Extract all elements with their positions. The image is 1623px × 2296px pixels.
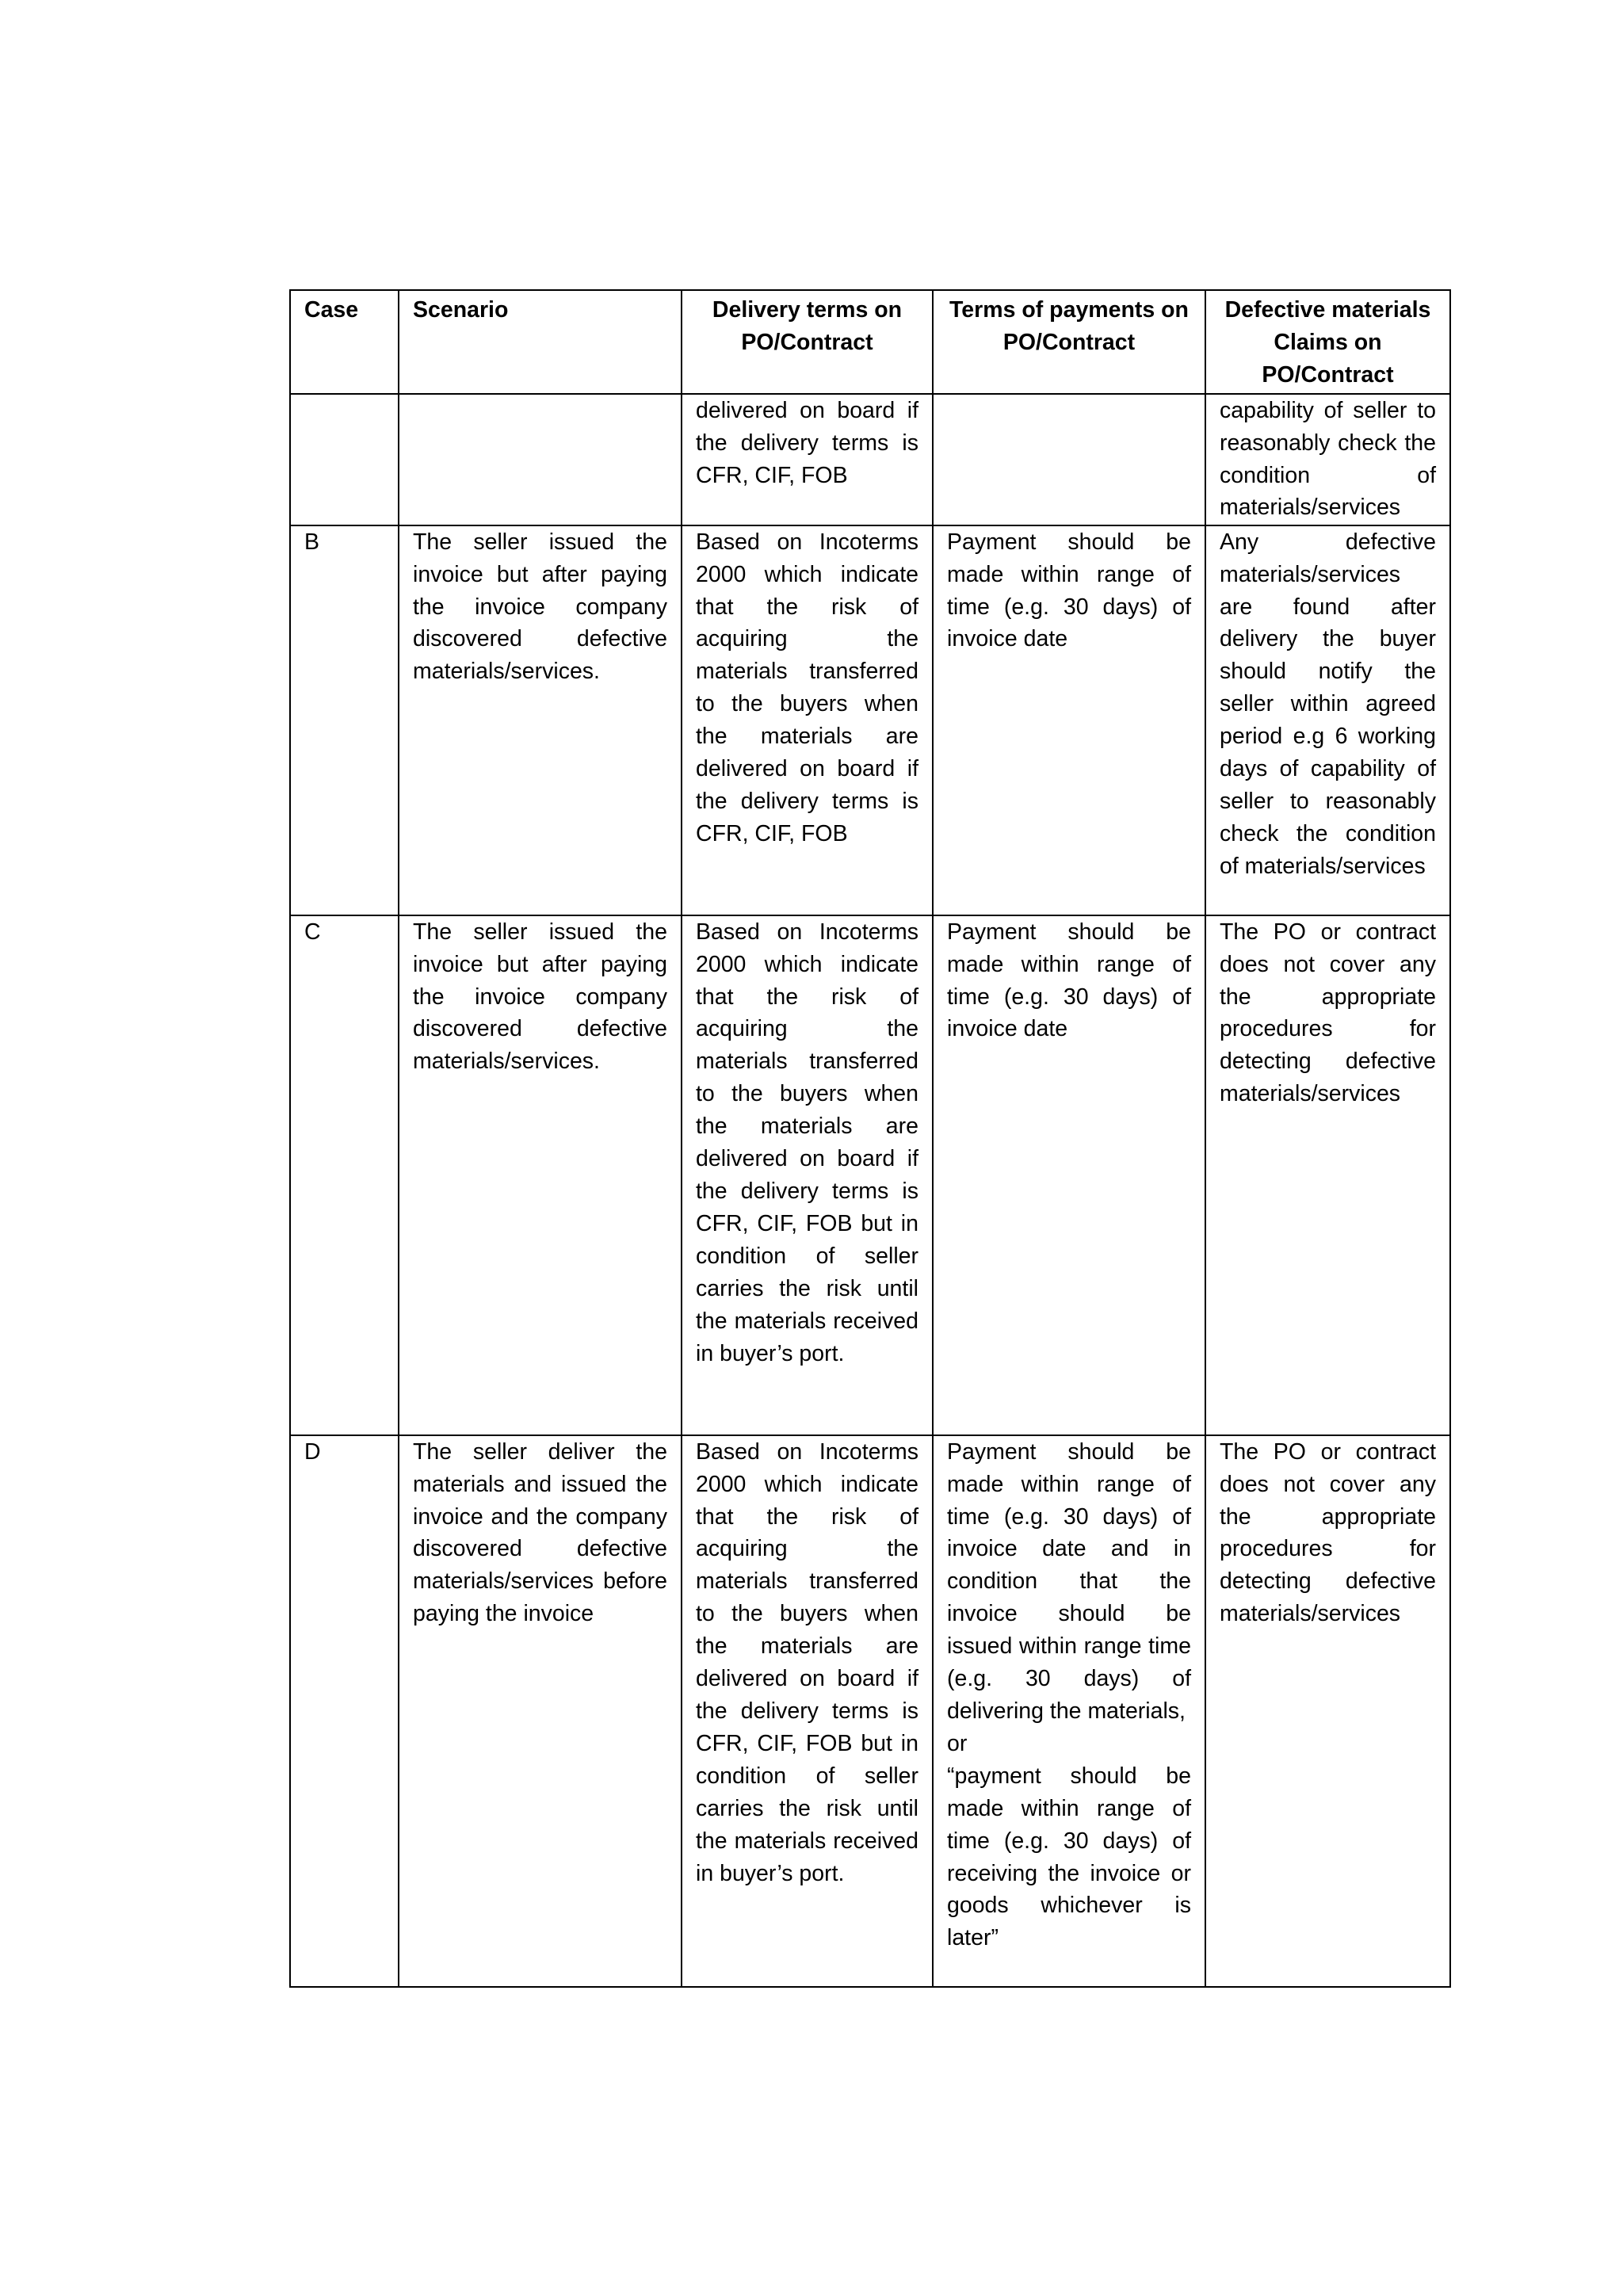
cell-scenario: The seller issued the invoice but after paying the invoice company discovered defective materials/services. bbox=[399, 525, 682, 915]
cell-scenario bbox=[399, 394, 682, 525]
cell-delivery-terms: Based on Incoterms 2000 which indicate that the risk of acquiring the materials transferred to the buyers when the materials are delivered on board if the delivery terms is CFR, CIF, FOB but in condition of seller carries the risk until the materials received in buyer’s port. bbox=[682, 915, 933, 1435]
cell-delivery-terms: Based on Incoterms 2000 which indicate that the risk of acquiring the materials transferred to the buyers when the materials are delivered on board if the delivery terms is CFR, CIF, FOB but in condition of seller carries the risk until the materials received in buyer’s port. bbox=[682, 1435, 933, 1987]
header-case: Case bbox=[290, 290, 399, 394]
cell-delivery-terms: delivered on board if the delivery terms is CFR, CIF, FOB bbox=[682, 394, 933, 525]
cell-defective-claims: The PO or contract does not cover any the appropriate procedures for detecting defective materials/services bbox=[1205, 915, 1450, 1435]
cell-payment-terms: Payment should be made within range of time (e.g. 30 days) of invoice date bbox=[933, 525, 1205, 915]
cell-payment-terms bbox=[933, 394, 1205, 525]
header-delivery-terms: Delivery terms on PO/Contract bbox=[682, 290, 933, 394]
cell-delivery-terms: Based on Incoterms 2000 which indicate that the risk of acquiring the materials transferred to the buyers when the materials are delivered on board if the delivery terms is CFR, CIF, FOB bbox=[682, 525, 933, 915]
cell-case: B bbox=[290, 525, 399, 915]
table-row-continuation bbox=[290, 394, 1450, 525]
header-defective-claims: Defective materials Claims on PO/Contract bbox=[1205, 290, 1450, 394]
cell-case bbox=[290, 394, 399, 525]
cell-case: C bbox=[290, 915, 399, 1435]
cell-payment-terms: Payment should be made within range of time (e.g. 30 days) of invoice date bbox=[933, 915, 1205, 1435]
cell-scenario: The seller issued the invoice but after paying the invoice company discovered defective materials/services. bbox=[399, 915, 682, 1435]
cell-payment-terms: Payment should be made within range of time (e.g. 30 days) of invoice date and in condition that the invoice should be issued within range time (e.g. 30 days) of delivering the materials, or “payment should be made within range of time (e.g. 30 days) of receiving the invoice or goods whichever is later” bbox=[933, 1435, 1205, 1987]
table-header bbox=[290, 290, 1450, 394]
cell-scenario: The seller deliver the materials and issued the invoice and the company discovered defective materials/services before paying the invoice bbox=[399, 1435, 682, 1987]
table-body bbox=[290, 394, 1450, 1987]
cell-defective-claims: capability of seller to reasonably check the condition of materials/services bbox=[1205, 394, 1450, 525]
contract-terms-table bbox=[289, 289, 1451, 1988]
table-row bbox=[290, 1435, 1450, 1987]
header-scenario: Scenario bbox=[399, 290, 682, 394]
cell-case: D bbox=[290, 1435, 399, 1987]
header-payment-terms: Terms of payments on PO/Contract bbox=[933, 290, 1205, 394]
header-row bbox=[290, 290, 1450, 394]
cell-defective-claims: The PO or contract does not cover any the appropriate procedures for detecting defective materials/services bbox=[1205, 1435, 1450, 1987]
cell-defective-claims: Any defective materials/services are found after delivery the buyer should notify the seller within agreed period e.g 6 working days of capability of seller to reasonably check the condition of materials/services bbox=[1205, 525, 1450, 915]
table-row bbox=[290, 915, 1450, 1435]
table-row bbox=[290, 525, 1450, 915]
